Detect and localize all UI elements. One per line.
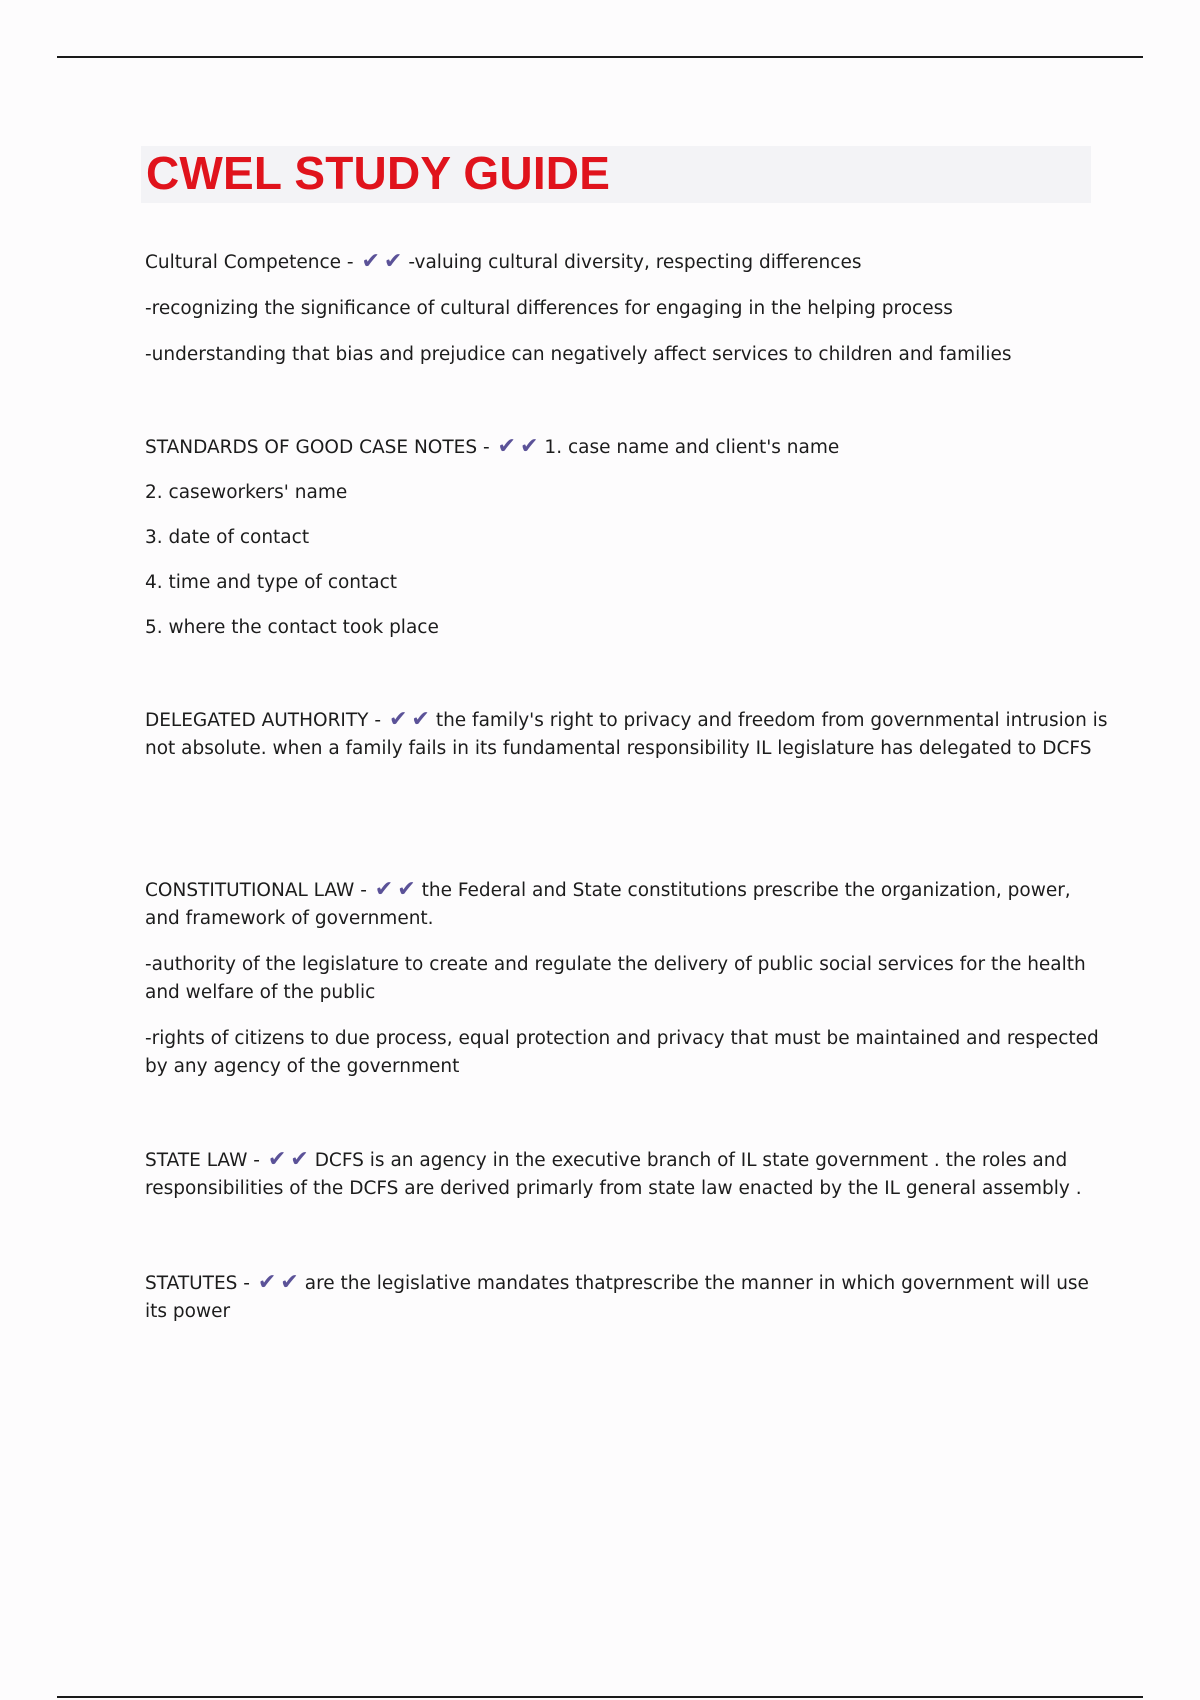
check-icon: ✔ [397,877,416,902]
check-pair [361,248,406,277]
definition-line: by any agency of the government [145,1056,460,1077]
check-icon: ✔ [519,434,539,459]
check-pair [375,876,420,905]
term-label: STANDARDS OF GOOD CASE NOTES - [145,437,490,458]
definition-line: its power [145,1301,231,1322]
list-item: 2. caseworkers' name [145,482,348,503]
definition-text: 1. case name and client's name [544,437,840,458]
entry-line [145,706,1108,735]
term-label: Cultural Competence - [145,252,354,273]
check-pair [258,1269,303,1298]
check-pair [389,706,434,735]
entry-line [145,433,1095,462]
check-icon: ✔ [374,877,394,902]
entry-line [145,248,1095,277]
check-pair [268,1146,313,1175]
section-cultural-competence [145,248,1095,369]
entry-line [145,1146,1095,1175]
section-state-law [145,1146,1095,1203]
check-icon: ✔ [383,249,403,274]
term-label: CONSTITUTIONAL LAW - [145,880,367,901]
definition-line: and framework of government. [145,908,434,929]
definition-line: -rights of citizens to due process, equal protection and privacy that must be maintained and respected [145,1028,1099,1049]
top-rule [57,56,1143,58]
check-pair [498,433,543,462]
check-icon: ✔ [280,1270,299,1295]
list-item: 4. time and type of contact [145,572,398,593]
entry-line [145,1269,1095,1298]
entry-line [145,876,1095,905]
definition-line: -authority of the legislature to create and regulate the delivery of public social services for the health [145,954,1086,975]
definition-line: responsibilities of the DCFS are derived primarly from state law enacted by the IL general assembly . [145,1178,1082,1199]
definition-line: -understanding that bias and prejudice can negatively affect services to children and families [145,344,1012,365]
list-item: 3. date of contact [145,527,310,548]
definition-line: not absolute. when a family fails in its fundamental responsibility IL legislature has delegated to DCFS [145,738,1092,759]
definition-line: -recognizing the significance of cultural differences for engaging in the helping process [145,298,953,319]
page-title: CWEL STUDY GUIDE [146,147,611,199]
term-label: STATUTES - [145,1273,250,1294]
section-constitutional-law [145,876,1099,1081]
section-standards-case-notes [145,433,1095,642]
definition-text: the Federal and State constitutions prescribe the organization, power, [421,880,1071,901]
section-delegated-authority [145,706,1108,763]
definition-text: -valuing cultural diversity, respecting differences [408,252,862,273]
list-item: 5. where the contact took place [145,617,439,638]
bottom-rule [57,1696,1143,1698]
check-icon: ✔ [497,434,516,459]
definition-text: the family's right to privacy and freedom from governmental intrusion is [435,710,1108,731]
definition-text: DCFS is an agency in the executive branch of IL state government . the roles and [314,1150,1068,1171]
check-icon: ✔ [388,707,408,732]
definition-text: are the legislative mandates thatprescribe the manner in which government will use [304,1273,1089,1294]
study-guide-body [145,248,1108,1326]
check-icon: ✔ [267,1147,287,1172]
term-label: DELEGATED AUTHORITY - [145,710,382,731]
term-label: STATE LAW - [145,1150,260,1171]
definition-line: and welfare of the public [145,982,376,1003]
check-icon: ✔ [361,249,380,274]
section-statutes [145,1269,1095,1326]
check-icon: ✔ [411,707,430,732]
check-icon: ✔ [257,1270,277,1295]
check-icon: ✔ [290,1147,309,1172]
